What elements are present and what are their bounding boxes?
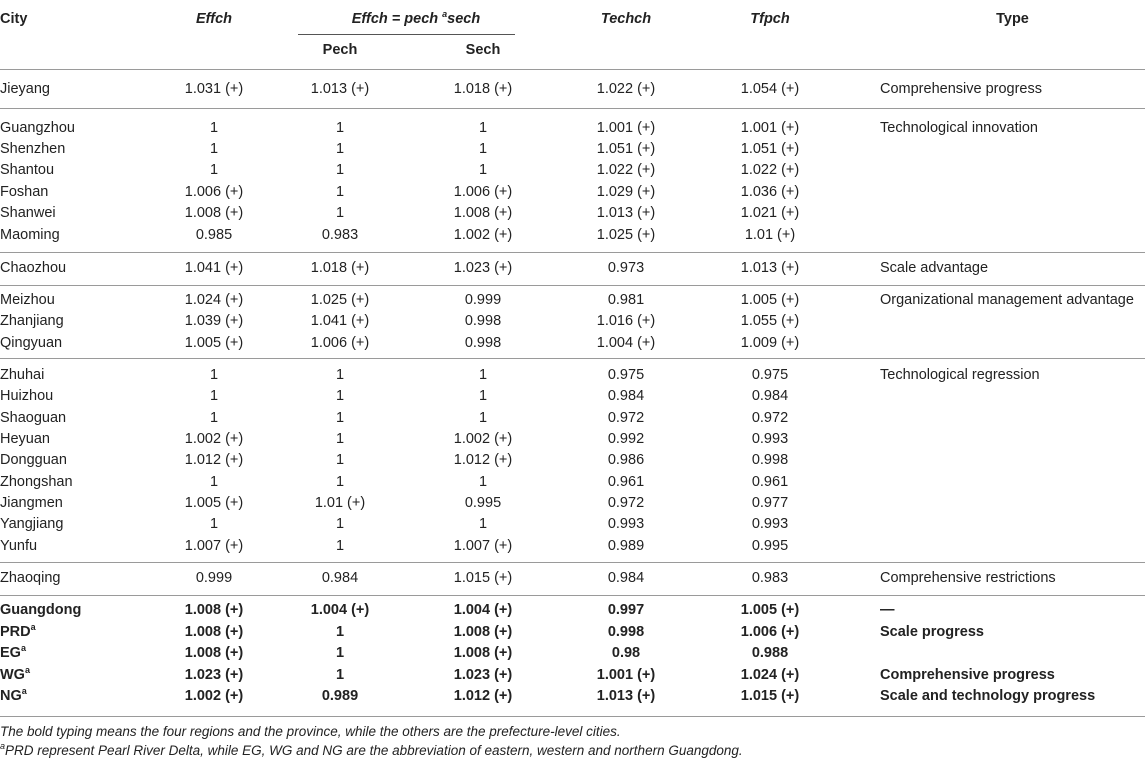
cell-techch: 0.961 <box>607 474 645 490</box>
cell-pech: 0.983 <box>321 227 359 243</box>
cell-pech: 1 <box>335 431 345 447</box>
cell-tfpch: 0.972 <box>751 410 789 426</box>
cell-sech: 1.004 (+) <box>453 602 513 618</box>
cell-tfpch: 1.022 (+) <box>740 162 800 178</box>
cell-city: Jieyang <box>0 81 50 97</box>
cell-type: Comprehensive progress <box>880 81 1042 97</box>
cell-techch: 0.986 <box>607 452 645 468</box>
table-row <box>0 79 1145 100</box>
cell-pech: 1.018 (+) <box>310 260 370 276</box>
cell-tfpch: 0.977 <box>751 495 789 511</box>
cell-pech: 1 <box>335 120 345 136</box>
region-sup: a <box>20 643 26 653</box>
cell-pech: 1.013 (+) <box>310 81 370 97</box>
cell-pech: 1 <box>335 474 345 490</box>
cell-techch: 0.993 <box>607 516 645 532</box>
cell-tfpch: 0.975 <box>751 367 789 383</box>
cell-effch: 1 <box>209 516 219 532</box>
cell-sech: 1.008 (+) <box>453 205 513 221</box>
cell-city: Maoming <box>0 227 60 243</box>
cell-techch: 1.004 (+) <box>596 335 656 351</box>
cell-techch: 0.984 <box>607 570 645 586</box>
header-decomposition-right: sech <box>447 11 481 27</box>
header-decomposition-left: Effch = pech <box>351 11 439 27</box>
cell-city <box>0 686 27 707</box>
cell-tfpch: 0.984 <box>751 388 789 404</box>
cell-pech: 1.025 (+) <box>310 292 370 308</box>
table-row <box>0 472 1145 493</box>
cell-pech: 1.006 (+) <box>310 335 370 351</box>
cell-techch: 0.973 <box>607 260 645 276</box>
cell-sech: 1 <box>478 474 488 490</box>
table-row <box>0 333 1145 354</box>
cell-city: Guangzhou <box>0 120 75 136</box>
cell-tfpch: 0.995 <box>751 538 789 554</box>
cell-effch: 1.005 (+) <box>184 335 244 351</box>
cell-effch: 1 <box>209 141 219 157</box>
cell-sech: 1.012 (+) <box>453 452 513 468</box>
cell-pech: 1 <box>335 516 345 532</box>
cell-tfpch: 0.993 <box>751 431 789 447</box>
cell-type: Organizational management advantage <box>880 292 1134 308</box>
cell-effch: 1.012 (+) <box>184 452 244 468</box>
cell-techch: 0.998 <box>607 624 645 640</box>
cell-tfpch: 1.001 (+) <box>740 120 800 136</box>
cell-sech: 1.015 (+) <box>453 570 513 586</box>
cell-effch: 1 <box>209 388 219 404</box>
cell-effch: 1 <box>209 367 219 383</box>
header-tfpch: Tfpch <box>750 11 790 27</box>
cell-techch: 0.98 <box>611 645 641 661</box>
cell-techch: 1.022 (+) <box>596 162 656 178</box>
group-rule <box>0 358 1145 359</box>
cell-pech: 1 <box>335 184 345 200</box>
cell-pech: 1.004 (+) <box>310 602 370 618</box>
cell-city: Foshan <box>0 184 49 200</box>
cell-effch: 1.024 (+) <box>184 292 244 308</box>
header-type: Type <box>996 11 1029 27</box>
cell-pech: 1 <box>335 538 345 554</box>
group-rule <box>0 108 1145 109</box>
footnote-abbreviations <box>0 743 743 758</box>
cell-tfpch: 1.051 (+) <box>740 141 800 157</box>
cell-sech: 1.012 (+) <box>453 688 513 704</box>
cell-effch: 1.007 (+) <box>184 538 244 554</box>
cell-effch: 1.041 (+) <box>184 260 244 276</box>
cell-techch: 0.975 <box>607 367 645 383</box>
cell-techch: 1.051 (+) <box>596 141 656 157</box>
cell-pech: 1 <box>335 388 345 404</box>
cell-tfpch: 1.015 (+) <box>740 688 800 704</box>
cell-tfpch: 0.993 <box>751 516 789 532</box>
cell-tfpch: 0.998 <box>751 452 789 468</box>
table-row <box>0 203 1145 224</box>
cell-effch: 0.999 <box>195 570 233 586</box>
cell-city: Shantou <box>0 162 55 178</box>
cell-city <box>0 665 30 686</box>
cell-city: Yangjiang <box>0 516 64 532</box>
header-pech: Pech <box>322 42 358 58</box>
cell-city: Meizhou <box>0 292 55 308</box>
cell-city: Shaoguan <box>0 410 67 426</box>
cell-sech: 1 <box>478 388 488 404</box>
group-rule <box>0 285 1145 286</box>
cell-effch: 0.985 <box>195 227 233 243</box>
cell-city: Dongguan <box>0 452 67 468</box>
cell-city <box>0 600 81 621</box>
table-row <box>0 365 1145 386</box>
header-effch: Effch <box>196 11 232 27</box>
cell-sech: 0.999 <box>464 292 502 308</box>
cell-city: Zhuhai <box>0 367 45 383</box>
cell-techch: 0.997 <box>607 602 645 618</box>
table-row <box>0 429 1145 450</box>
cell-type: Technological innovation <box>880 120 1038 136</box>
cell-techch: 0.972 <box>607 495 645 511</box>
cell-effch: 1.002 (+) <box>184 688 244 704</box>
cell-tfpch: 1.054 (+) <box>740 81 800 97</box>
cell-sech: 0.998 <box>464 335 502 351</box>
cell-techch: 0.981 <box>607 292 645 308</box>
region-name: Guangdong <box>0 602 82 618</box>
cell-pech: 1 <box>335 205 345 221</box>
cell-techch: 0.972 <box>607 410 645 426</box>
cell-city <box>0 643 26 664</box>
cell-tfpch: 1.036 (+) <box>740 184 800 200</box>
table-row-region <box>0 643 1145 664</box>
region-sup: a <box>21 686 27 696</box>
cell-pech: 1 <box>335 645 345 661</box>
cell-sech: 0.998 <box>464 313 502 329</box>
cell-city <box>0 622 36 643</box>
cell-city: Qingyuan <box>0 335 63 351</box>
cell-city: Zhanjiang <box>0 313 64 329</box>
group-rule <box>0 252 1145 253</box>
region-name: WG <box>0 667 25 683</box>
cell-sech: 0.995 <box>464 495 502 511</box>
cell-tfpch: 1.009 (+) <box>740 335 800 351</box>
cell-effch: 1.039 (+) <box>184 313 244 329</box>
cell-effch: 1.031 (+) <box>184 81 244 97</box>
cell-city: Huizhou <box>0 388 54 404</box>
cell-tfpch: 1.005 (+) <box>740 292 800 308</box>
header-decomposition-sup: a <box>442 9 448 19</box>
cell-techch: 0.984 <box>607 388 645 404</box>
cell-effch: 1.008 (+) <box>184 645 244 661</box>
table-row <box>0 182 1145 203</box>
footnote-sup: a <box>0 741 6 751</box>
cell-type: Scale and technology progress <box>880 688 1096 704</box>
region-name: EG <box>0 645 21 661</box>
cell-city: Zhaoqing <box>0 570 61 586</box>
cell-city: Heyuan <box>0 431 50 447</box>
region-name: PRD <box>0 624 31 640</box>
header-techch: Techch <box>600 11 652 27</box>
cell-pech: 1 <box>335 452 345 468</box>
cell-type: — <box>880 602 895 618</box>
table-row <box>0 258 1145 279</box>
cell-pech: 0.984 <box>321 570 359 586</box>
cell-type: Comprehensive restrictions <box>880 570 1056 586</box>
cell-effch: 1.023 (+) <box>184 667 244 683</box>
cell-pech: 1 <box>335 667 345 683</box>
cell-sech: 1 <box>478 516 488 532</box>
cell-techch: 1.022 (+) <box>596 81 656 97</box>
cell-tfpch: 1.005 (+) <box>740 602 800 618</box>
table-row-region <box>0 665 1145 686</box>
cell-pech: 1 <box>335 624 345 640</box>
cell-effch: 1 <box>209 120 219 136</box>
cell-sech: 1.018 (+) <box>453 81 513 97</box>
cell-effch: 1 <box>209 474 219 490</box>
cell-tfpch: 0.961 <box>751 474 789 490</box>
cell-city: Jiangmen <box>0 495 63 511</box>
cell-type: Technological regression <box>880 367 1040 383</box>
table-row <box>0 225 1145 246</box>
cell-city: Zhongshan <box>0 474 73 490</box>
cell-sech: 1.008 (+) <box>453 645 513 661</box>
cell-techch: 1.029 (+) <box>596 184 656 200</box>
table-row-region <box>0 600 1145 621</box>
cell-city: Shanwei <box>0 205 56 221</box>
group-rule <box>0 562 1145 563</box>
table-bottom-rule <box>0 716 1145 717</box>
table-row <box>0 386 1145 407</box>
table-row <box>0 514 1145 535</box>
cell-tfpch: 1.024 (+) <box>740 667 800 683</box>
cell-sech: 1 <box>478 410 488 426</box>
cell-effch: 1.006 (+) <box>184 184 244 200</box>
cell-techch: 1.013 (+) <box>596 688 656 704</box>
cell-pech: 0.989 <box>321 688 359 704</box>
region-sup: a <box>30 622 36 632</box>
cell-techch: 1.025 (+) <box>596 227 656 243</box>
cell-sech: 1.023 (+) <box>453 667 513 683</box>
cell-city: Shenzhen <box>0 141 66 157</box>
region-name: NG <box>0 688 22 704</box>
cell-tfpch: 0.988 <box>751 645 789 661</box>
cell-pech: 1.041 (+) <box>310 313 370 329</box>
cell-type: Scale advantage <box>880 260 989 276</box>
cell-sech: 1.002 (+) <box>453 227 513 243</box>
table-row <box>0 568 1145 589</box>
table-row <box>0 493 1145 514</box>
cell-type: Scale progress <box>880 624 984 640</box>
cell-sech: 1.002 (+) <box>453 431 513 447</box>
cell-sech: 1.007 (+) <box>453 538 513 554</box>
cell-techch: 1.016 (+) <box>596 313 656 329</box>
footnote-text: PRD represent Pearl River Delta, while EG, WG and NG are the abbreviation of eastern, western and northern Guangdong. <box>5 743 743 758</box>
header-bottom-rule <box>0 69 1145 70</box>
table-row <box>0 311 1145 332</box>
cell-effch: 1.002 (+) <box>184 431 244 447</box>
header-group-rule <box>298 34 515 35</box>
header-decomposition <box>288 11 544 27</box>
cell-tfpch: 1.013 (+) <box>740 260 800 276</box>
cell-sech: 1 <box>478 367 488 383</box>
cell-techch: 1.013 (+) <box>596 205 656 221</box>
cell-sech: 1.023 (+) <box>453 260 513 276</box>
cell-effch: 1.008 (+) <box>184 205 244 221</box>
cell-pech: 1.01 (+) <box>314 495 366 511</box>
cell-pech: 1 <box>335 141 345 157</box>
table-row <box>0 450 1145 471</box>
table-row <box>0 139 1145 160</box>
cell-sech: 1 <box>478 120 488 136</box>
cell-effch: 1 <box>209 162 219 178</box>
cell-effch: 1.008 (+) <box>184 602 244 618</box>
cell-techch: 0.992 <box>607 431 645 447</box>
cell-tfpch: 1.006 (+) <box>740 624 800 640</box>
cell-sech: 1.008 (+) <box>453 624 513 640</box>
table-row <box>0 118 1145 139</box>
cell-city: Yunfu <box>0 538 38 554</box>
cell-effch: 1.005 (+) <box>184 495 244 511</box>
cell-techch: 0.989 <box>607 538 645 554</box>
cell-tfpch: 1.01 (+) <box>744 227 796 243</box>
table-row-region <box>0 622 1145 643</box>
cell-techch: 1.001 (+) <box>596 120 656 136</box>
header-city: City <box>0 11 28 27</box>
table-row-region <box>0 686 1145 707</box>
cell-tfpch: 1.021 (+) <box>740 205 800 221</box>
cell-sech: 1 <box>478 141 488 157</box>
cell-pech: 1 <box>335 410 345 426</box>
cell-tfpch: 0.983 <box>751 570 789 586</box>
header-sech: Sech <box>465 42 501 58</box>
table-row <box>0 536 1145 557</box>
table-row <box>0 160 1145 181</box>
cell-sech: 1 <box>478 162 488 178</box>
group-rule <box>0 595 1145 596</box>
cell-pech: 1 <box>335 162 345 178</box>
cell-tfpch: 1.055 (+) <box>740 313 800 329</box>
cell-city: Chaozhou <box>0 260 67 276</box>
table-row <box>0 290 1145 311</box>
region-sup: a <box>24 665 30 675</box>
cell-techch: 1.001 (+) <box>596 667 656 683</box>
cell-sech: 1.006 (+) <box>453 184 513 200</box>
cell-effch: 1.008 (+) <box>184 624 244 640</box>
cell-effch: 1 <box>209 410 219 426</box>
cell-pech: 1 <box>335 367 345 383</box>
cell-type: Comprehensive progress <box>880 667 1055 683</box>
table-row <box>0 408 1145 429</box>
footnote-bold-typing: The bold typing means the four regions and the province, while the others are the prefecture-level cities. <box>0 724 621 739</box>
